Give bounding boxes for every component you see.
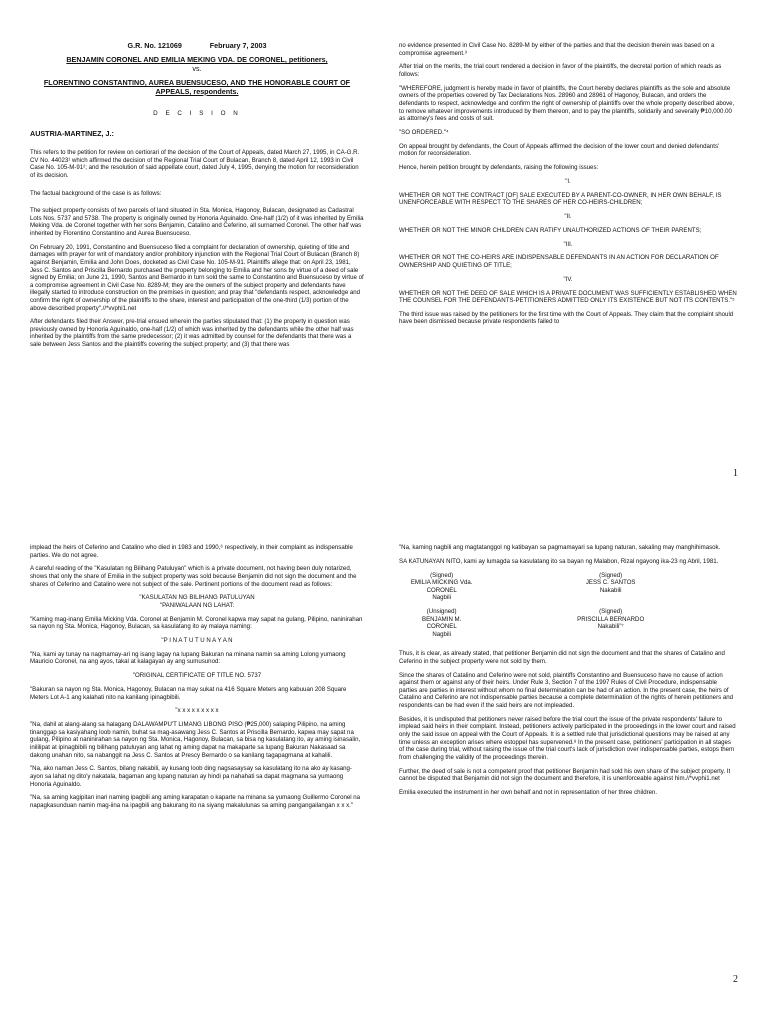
- paragraph: "Bakuran sa nayon ng Sta. Monica, Hagonoy, Bulacan na may sukat na 416 Square Meters ang kabuuan 208 Square Meters Lot A-1 ang kalahati nito na kanilang ipinagbibili.: [30, 686, 347, 701]
- issue-text: WHETHER OR NOT THE MINOR CHILDREN CAN RATIFY UNAUTHORIZED ACTIONS OF THEIR PARENTS;: [399, 226, 702, 234]
- respondents-line: FLORENTINO CONSTANTINO, AUREA BUENSUCESO, AND THE HONORABLE COURT OF APPEALS, respondents.: [43, 78, 351, 96]
- deed-title: "KASULATAN NG BILIHANG PATULUYAN: [139, 594, 255, 602]
- paragraph: Besides, it is undisputed that petitioners never raised before the trial court the issue of the private respondents' failure to implead said heirs in their complaint. Instead, petitioners actively participated in the proceedings in the lower court and raised only the said issue on appeal with the Court of Appeals. It is a settled rule that jurisdictional questions may be raised at any time unless an exception arises where estoppel has supervened.⁸ In the present case, petitioners' participation in all stages of the case during trial, without raising the issue of the trial court's lack of jurisdiction over indispensable parties, estops them from challenging the validity of the proceedings therein.: [399, 715, 736, 761]
- document-page-2: [0, 512, 768, 1024]
- signature-block: (Signed) JESS C. SANTOS Nakabili: [585, 571, 636, 594]
- paragraph: "Na, ako naman Jess C. Santos, bilang nakabili, ay kusang loob ding nagsasaysay sa kasulatang ito na ako ay kasang-ayon sa lahat ng dito'y nakatala, bagaman ang lupang naturan ay hindi pa nahahati sa dapat magmana sa yumaong Honoria Aguinaldo.: [30, 765, 352, 788]
- paragraph: Since the shares of Catalino and Ceferino were not sold, plaintiffs Constantino and Buensuceso have no cause of action against them or against any of their heirs. Under Rule 3, Section 7 of the 1997 Rules of Civil Procedure, indispensable parties are parties in interest without whom no final determination can be had of an action. In the present case, the heirs of Catalino and Ceferino are not indispensable parties because a complete determination of the rights of herein petitioners and respondents can be had even if the said heirs are not impleaded.: [399, 671, 734, 710]
- paragraph: "Na, sa aming kagipitan inari naming ipagbili ang aming karapatan o kaparte na minana sa yumaong Guillermo Coronel na napagkasunduan namin mag-iina na ipagbili ang bakurang ito na siyang makalulunas sa aming pangangailangan x x x.": [30, 794, 361, 809]
- paragraph: Hence, herein petition brought by defendants, raising the following issues:: [399, 164, 599, 172]
- signature-block: (Signed) PRISCILLA BERNARDO Nakabili"⁷: [577, 607, 645, 631]
- paragraph: On February 20, 1991, Constantino and Buensuceso filed a complaint for declaration of ownership, quieting of title and damages with prayer for writ of mandatory and/or prohibitory injunction with the Regional Trial Court of Bulacan (Branch 8) against Benjamin, Emilia and John Does, docketed as Civil Case No. 105-M-91. Plaintiffs allege that: on April 23, 1981, Jess C. Santos and Priscilla Bernardo purchased the property belonging to Emilia and her sons by virtue of a deed of sale signed by Emilia; on June 21, 1990, Santos and Bernardo in turn sold the same to Constantino and Buensuceso by virtue of a compromise agreement in Civil Case No. 8289-M; they are the owners of the subject property and defendants have illegally started to introduce construction on the premises in question; and pray that "defendants respect, acknowledge and confirm the right of ownership of the plaintiffs to the share, interest and participation of the one-third (1/3) portion of the above described property".//*vvphi1.net: [30, 243, 364, 312]
- paragraph: "Na, kaming nagbili ang magtatanggol ng katibayan sa pagmamayari sa lupang naturan, sakaling may manghihimasok.: [399, 544, 721, 551]
- paragraph: After trial on the merits, the trial court rendered a decision in favor of the plaintiffs, the decretal portion of which reads as follows:: [399, 63, 722, 78]
- paragraph: A careful reading of the "Kasulatan ng Bilihang Patuluyan" which is a private document, not having been duly notarized, shows that only the share of Emilia in the subject property was sold because Benjamin did not sign the document and the shares of Ceferino and Catalino were not subject of the sale. Pertinent portions of the document read as follows:: [30, 565, 357, 588]
- paragraph: no evidence presented in Civil Case No. 8289-M by either of the parties and that the decision therein was based on a compromise agreement.³: [399, 42, 715, 57]
- page2-right-column: [399, 544, 737, 803]
- paragraph: "SO ORDERED."⁴: [399, 128, 449, 136]
- decision-label: D E C I S I O N: [153, 110, 241, 118]
- issue-number: "IV.: [563, 275, 573, 283]
- paragraph: "Na, kami ay tunay na nagmamay-ari ng isang lagay na lupang Bakuran na minana namin sa aming Lolong yumaong Mauricio Coronel, na ang ayos, takal at kalagayan ay ang sumusunod:: [30, 650, 346, 666]
- case-number: G.R. No. 121069 February 7, 2003: [127, 41, 267, 50]
- paragraph: The factual background of the case is as follows:: [30, 189, 162, 197]
- paragraph: "Na, dahil at alang-alang sa halagang DALAWAMPU'T LIMANG LIBONG PISO (₱25,000) salaping Pilipino, na aming tinanggap sa kasiyahang loob namin, buhat sa mag-asawang Jess C. Santos at Priscilla Bernardo, kapwa may sapat na gulang, Pilipino at naninirahan sa nayon ng Sta. Monica, Hagonoy, Bulacan, sa bisa ng kasulatang ito, ay aming isinasalin, inililipat at ipinagbibili ng bilihang patuluyan ang lahat ng aming dapat na makaparte sa lupang Bakuran Nakasaad sa dakong unahan nito, sa nabanggit na Jess C. Santos at Prescy Bernardo o sa kanilang tagapagmana at kahalili.: [30, 721, 361, 759]
- deed-subtitle: "PANIWALAAN NG LAHAT:: [159, 601, 235, 609]
- issue-text: WHETHER OR NOT THE CO-HEIRS ARE INDISPENSABLE DEFENDANTS IN AN ACTION FOR DECLARATION OF OWNERSHIP AND QUIETING OF TITLE;: [399, 254, 719, 269]
- paragraph: implead the heirs of Ceferino and Catalino who died in 1983 and 1990,⁶ respectively, in their complaint as indispensable parties. We do not agree.: [30, 544, 353, 559]
- paragraph: Thus, it is clear, as already stated, that petitioner Benjamin did not sign the document and that the shares of Catalino and Ceferino in the subject property were not sold by them.: [399, 650, 725, 665]
- paragraph: Further, the deed of sale is not a competent proof that petitioner Benjamin had sold his own share of the subject property. It cannot be disputed that Benjamin did not sign the document and therefore, it is unenforceable against him.//*vvphi1.net: [399, 767, 731, 783]
- vs-line: vs.: [192, 63, 202, 73]
- signature-row: [399, 608, 737, 638]
- signature-row: [399, 572, 737, 602]
- issue-number: "II.: [564, 213, 572, 220]
- page-number: 1: [733, 468, 738, 479]
- paragraph: "Kaming mag-inang Emilia Micking Vda. Coronel at Benjamin M. Coronel kapwa may sapat na gulang, Pilipino, naninirahan sa nayon ng Sta. Monica, Hagonoy, Bulacan, sa kasulatang ito ay malaya naming:: [30, 615, 363, 631]
- issue-text: WHETHER OR NOT THE DEED OF SALE WHICH IS A PRIVATE DOCUMENT WAS SUFFICIENTLY ESTABLISHED WHEN THE COUNSEL FOR THE DEFENDANTS-PETITIONERS ADMITTED ONLY ITS EXISTENCE BUT NOT ITS CONTENTS."⁵: [399, 289, 737, 305]
- paragraph: SA KATUNAYAN NITO, kami ay lumagda sa kasulatang ito sa bayan ng Malabon, Rizal ngayong ika-23 ng Abril, 1981.: [399, 557, 719, 565]
- signature-block: (Signed) EMILIA MICKING Vda. CORONEL Nagbili: [410, 571, 473, 602]
- deed-heading: "P I N A T U T U N A Y A N: [161, 637, 233, 645]
- paragraph: After defendants filed their Answer, pre-trial ensued wherein the parties stipulated that: (1) the property in question was previously owned by Honoria Aguinaldo, one-half (1/2) of which was inherited by the defendants while the other half was inherited by the plaintiffs from the same predecessor; (2) it was admitted by counsel for the defendants that there was a sale between Jess Santos and the plaintiffs covering the subject property; and (3) that there was: [30, 318, 354, 349]
- paragraph: Emilia executed the instrument in her own behalf and not in representation of her three children.: [399, 788, 658, 796]
- petitioners-line: BENJAMIN CORONEL AND EMILIA MEKING VDA. DE CORONEL, petitioners,: [66, 55, 328, 65]
- paragraph: On appeal brought by defendants, the Court of Appeals affirmed the decision of the lower court and denied defendants' motion for reconsideration.: [399, 142, 720, 158]
- issue-number: "I.: [565, 177, 571, 185]
- page1-right-column: [399, 42, 737, 332]
- paragraph: The third issue was raised by the petitioners for the first time with the Court of Appeals. They claim that the complaint should have been dismissed because private respondents failed to: [399, 310, 734, 326]
- page1-left-column: [30, 42, 364, 355]
- signature-block: (Unsigned) BENJAMIN M. CORONEL Nagbili: [422, 607, 462, 638]
- omission-marker: "x x x x x x x x x: [175, 707, 219, 715]
- ponente: AUSTRIA-MARTINEZ, J.:: [30, 128, 114, 138]
- paragraph: "WHEREFORE, judgment is hereby made in favor of plaintiffs, the Court hereby declares plaintiffs as the sole and absolute owners of the properties covered by Tax Declarations Nos. 28960 and 28961 of Hagonoy, Bulacan, and orders the defendants to respect, acknowledge and confirm the right of ownership of plaintiffs over the whole property described above, to remove whatever improvements introduced by them thereon, and to pay the plaintiffs, solidarily and severally ₱10,000.00 as attorney's fees and costs of suit.: [399, 84, 735, 123]
- paragraph: This refers to the petition for review on certiorari of the decision of the Court of Appeals, dated March 27, 1995, in CA-G.R. CV No. 44023¹ which affirmed the decision of the Regional Trial Court of Bulacan, Branch 8, dated April 12, 1993 in Civil Case No. 105-M-91²; and the resolution of said appellate court, dated July 4, 1995, denying the motion for reconsideration of its decision.: [30, 149, 360, 179]
- issue-number: "III.: [563, 240, 573, 248]
- issue-text: WHETHER OR NOT THE CONTRACT [OF] SALE EXECUTED BY A PARENT-CO-OWNER, IN HER OWN BEHALF, IS UNENFORCEABLE WITH RESPECT TO THE SHARES OF HER CO-HEIRS-CHILDREN;: [399, 191, 722, 207]
- page2-left-column: [30, 544, 364, 816]
- title-reference: "ORIGINAL CERTIFICATE OF TITLE NO. 5737: [132, 672, 262, 680]
- page-number: 2: [733, 974, 738, 985]
- paragraph: The subject property consists of two parcels of land situated in Sta. Monica, Hagonoy, Bulacan, designated as Cadastral Lots Nos. 5737 and 5738. The property is originally owned by Honoria Aguinaldo. One-half (1/2) of it was inherited by Emilia Meking Vda. de Coronel together with her sons Benjamin, Catalino and Ceferino, all surnamed Coronel. The other half was inherited by Florentino Constantino and Aurea Buensuceso.: [30, 207, 364, 237]
